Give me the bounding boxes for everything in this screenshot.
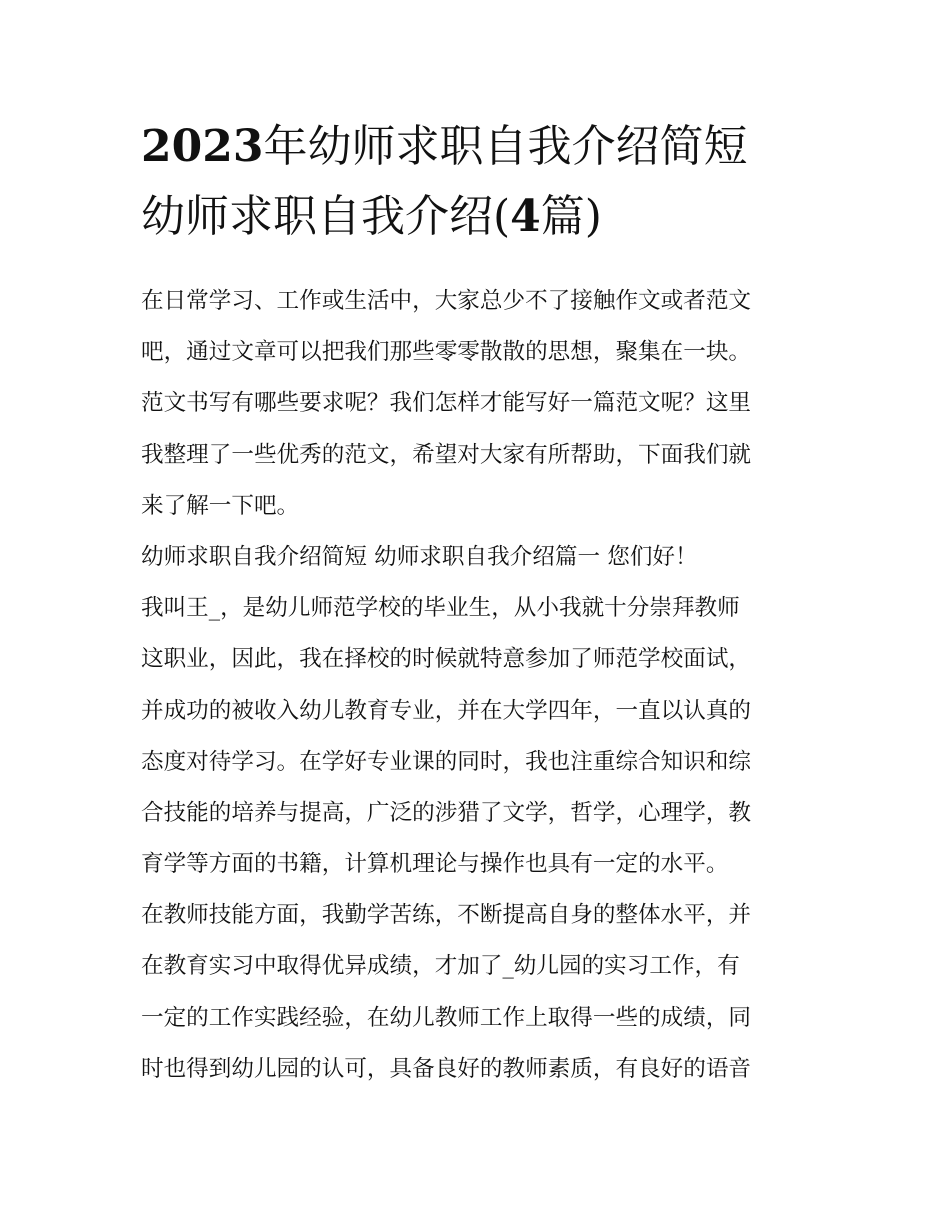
text-line: 一定的工作实践经验，在幼儿教师工作上取得一些的成绩，同 <box>141 1004 752 1031</box>
paragraph-skills <box>141 890 811 1095</box>
text-line: 范文书写有哪些要求呢？我们怎样才能写好一篇范文呢？这里 <box>141 390 752 417</box>
text-line: 在教师技能方面，我勤学苦练，不断提高自身的整体水平，并 <box>141 902 752 929</box>
paragraph-intro <box>141 276 811 532</box>
text-line: 育学等方面的书籍，计算机理论与操作也具有一定的水平。 <box>141 851 729 878</box>
text-line: 在教育实习中取得优异成绩，才加了_幼儿园的实习工作，有 <box>141 953 740 980</box>
text-line: 在日常学习、工作或生活中，大家总少不了接触作文或者范文 <box>141 288 752 314</box>
text-line: 这职业，因此，我在择校的时候就特意参加了师范学校面试， <box>141 646 752 673</box>
title-text-2: 幼师求职自我介绍( <box>141 191 511 242</box>
title-year: 2023 <box>141 121 264 172</box>
paragraph-self-intro <box>141 583 811 890</box>
text-line: 并成功的被收入幼儿教育专业，并在大学四年，一直以认真的 <box>141 697 752 724</box>
title-text-1: 年幼师求职自我介绍简短 <box>263 121 748 172</box>
document-body <box>141 276 811 1095</box>
text-line: 我叫王_，是幼儿师范学校的毕业生，从小我就十分崇拜教师 <box>141 595 740 622</box>
document-title <box>141 112 811 252</box>
title-line-2 <box>141 182 811 252</box>
text-line: 合技能的培养与提高，广泛的涉猎了文学，哲学，心理学，教 <box>141 799 752 826</box>
document-page <box>141 112 811 1095</box>
title-line-1 <box>141 112 811 182</box>
text-line: 我整理了一些优秀的范文，希望对大家有所帮助，下面我们就 <box>141 441 752 468</box>
text-line: 时也得到幼儿园的认可，具备良好的教师素质，有良好的语音 <box>141 1055 752 1082</box>
text-line: 幼师求职自我介绍简短 幼师求职自我介绍篇一 您们好！ <box>141 543 698 570</box>
paragraph-heading <box>141 532 811 583</box>
text-line: 来了解一下吧。 <box>141 492 300 519</box>
text-line: 吧，通过文章可以把我们那些零零散散的思想，聚集在一块。 <box>141 339 752 366</box>
title-text-3: 篇) <box>540 191 602 242</box>
title-count: 4 <box>510 191 541 242</box>
text-line: 态度对待学习。在学好专业课的同时，我也注重综合知识和综 <box>141 748 752 775</box>
